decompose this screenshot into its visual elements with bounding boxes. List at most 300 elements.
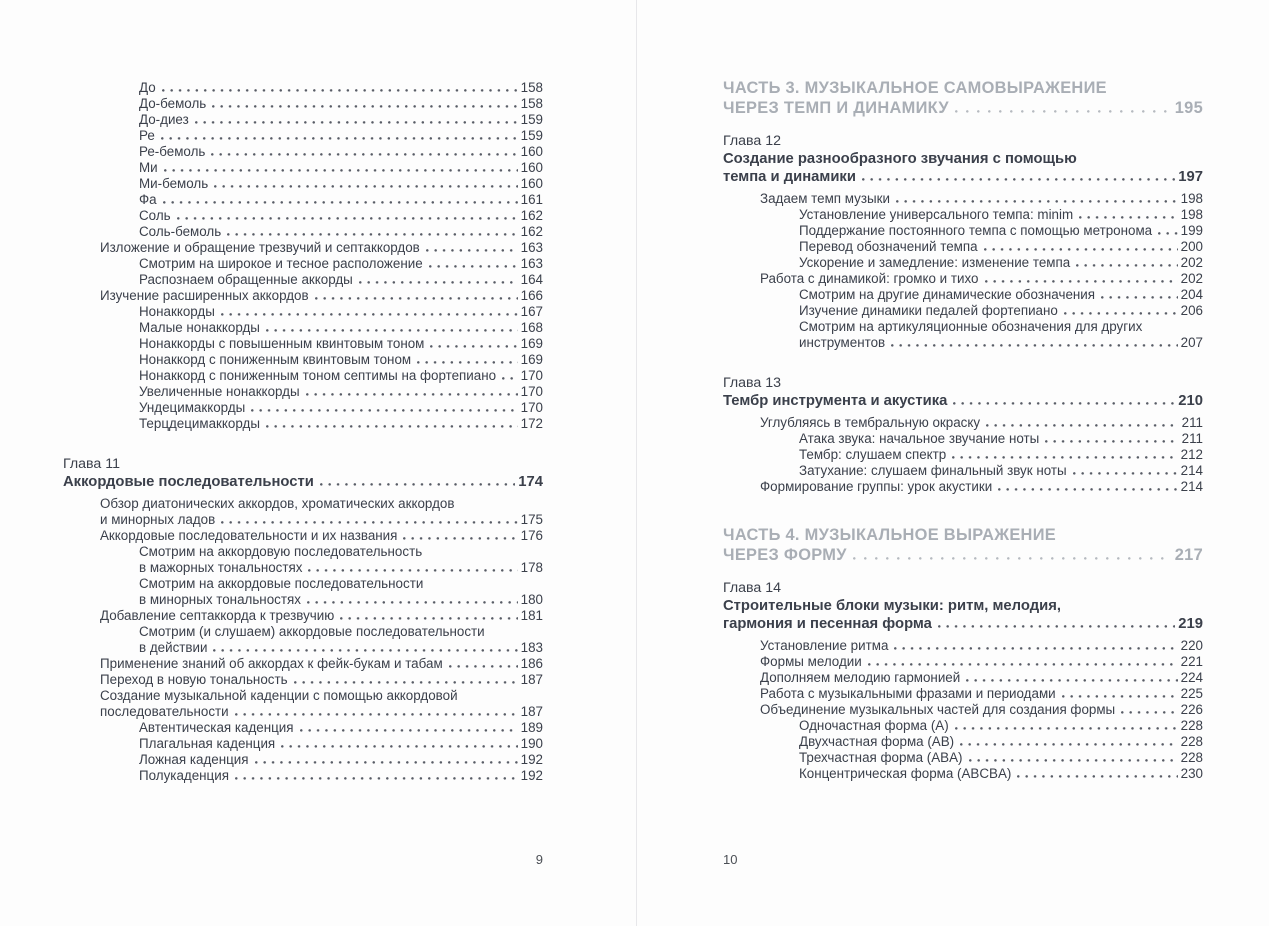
- dot-leader: [251, 409, 517, 412]
- page-number: 214: [1180, 479, 1203, 494]
- dot-leader: [255, 761, 518, 764]
- page-number: 198: [1180, 207, 1203, 222]
- dot-leader: [266, 329, 518, 332]
- dot-leader: [1064, 312, 1178, 315]
- page-number: 211: [1181, 415, 1203, 430]
- entry-text: и минорных ладов: [100, 512, 216, 527]
- page-number: 181: [520, 608, 543, 623]
- dot-leader: [359, 281, 518, 284]
- toc-entry-line: [63, 624, 543, 640]
- dot-leader: [320, 483, 515, 486]
- dot-leader: [868, 663, 1178, 666]
- page-number-folio-left: 9: [535, 852, 543, 867]
- dot-leader: [1079, 216, 1178, 219]
- page-number: 214: [1180, 463, 1203, 478]
- entry-text: Объединение музыкальных частей для создания формы: [760, 702, 1116, 717]
- dot-leader: [214, 185, 517, 188]
- toc-page-left: [63, 80, 543, 784]
- page-number: 200: [1180, 239, 1203, 254]
- entry-text: Концентрическая форма (ABCBA): [799, 766, 1012, 781]
- dot-leader: [960, 743, 1178, 746]
- entry-text: темпа и динамики: [723, 169, 856, 185]
- chapter-entries: [723, 415, 1203, 495]
- entry-text: Создание музыкальной каденции с помощью аккордовой: [100, 688, 458, 703]
- entry-text: Применение знаний об аккордах к фейк-букам и табам: [100, 656, 443, 671]
- toc-entry-line: [723, 686, 1203, 702]
- entry-text: Ундецимаккорды: [139, 400, 246, 415]
- entry-text: Аккордовые последовательности: [63, 474, 314, 490]
- entry-text: ЧАСТЬ 4. МУЗЫКАЛЬНОЕ ВЫРАЖЕНИЕ: [723, 526, 1057, 544]
- toc-entry-line: [63, 352, 543, 368]
- chapter-block: [63, 456, 543, 784]
- chapter-label: [723, 580, 1203, 597]
- entry-text: Затухание: слушаем финальный звук ноты: [799, 463, 1067, 478]
- toc-entry-line: [63, 224, 543, 240]
- chapter-block: [723, 375, 1203, 495]
- dot-leader: [502, 377, 518, 380]
- entry-text: в мажорных тональностях: [139, 560, 303, 575]
- chapter-entries: [723, 638, 1203, 782]
- page-number: 228: [1180, 750, 1203, 765]
- entry-text: инструментов: [799, 335, 886, 350]
- entry-text: Ми-бемоль: [139, 176, 209, 191]
- entry-text: Обзор диатонических аккордов, хроматических аккордов: [100, 496, 455, 511]
- dot-leader: [417, 361, 518, 364]
- toc-entry-line: [63, 400, 543, 416]
- toc-entry-line: [63, 416, 543, 432]
- toc-entry-line: [723, 654, 1203, 670]
- toc-entry-line: [63, 768, 543, 784]
- dot-leader: [1158, 232, 1178, 235]
- page-number: 166: [520, 288, 543, 303]
- toc-entry-line: [63, 128, 543, 144]
- page-number: 187: [520, 672, 543, 687]
- toc-entry-line: [63, 256, 543, 272]
- entry-text: Терцдецимаккорды: [139, 416, 260, 431]
- dot-leader: [998, 488, 1177, 491]
- part-heading-line: [723, 78, 1203, 98]
- entry-text: Переход в новую тональность: [100, 672, 288, 687]
- entry-text: Нонаккорды с повышенным квинтовым тоном: [139, 336, 425, 351]
- toc-entry-line: [63, 704, 543, 720]
- page-number: 217: [1174, 546, 1203, 564]
- chapter-title-line: [723, 150, 1203, 168]
- dot-leader: [1076, 264, 1177, 267]
- toc-entry-line: [723, 271, 1203, 287]
- dot-leader: [177, 217, 518, 220]
- entry-text: Смотрим на широкое и тесное расположение: [139, 256, 423, 271]
- dot-leader: [315, 297, 518, 300]
- part-heading: [723, 525, 1203, 565]
- entry-text: Изучение динамики педалей фортепиано: [799, 303, 1058, 318]
- dot-leader: [955, 727, 1178, 730]
- toc-entry-line: [63, 336, 543, 352]
- chapter-block: [723, 580, 1203, 782]
- toc-entry-line: [723, 750, 1203, 766]
- toc-entry-line: [723, 415, 1203, 431]
- page-number: 202: [1180, 255, 1203, 270]
- toc-entry-line: [723, 766, 1203, 782]
- page-number: 198: [1180, 191, 1203, 206]
- page-number: 160: [520, 176, 543, 191]
- entry-text: Глава 11: [63, 456, 120, 472]
- page-number: 162: [520, 224, 543, 239]
- entry-text: Перевод обозначений темпа: [799, 239, 978, 254]
- part-heading: [723, 78, 1203, 118]
- entry-text: ЧАСТЬ 3. МУЗЫКАЛЬНОЕ САМОВЫРАЖЕНИЕ: [723, 79, 1107, 97]
- dot-leader: [294, 681, 518, 684]
- entries-block: [63, 80, 543, 432]
- toc-entry-line: [63, 144, 543, 160]
- entry-text: Формы мелодии: [760, 654, 862, 669]
- dot-leader: [227, 233, 517, 236]
- entry-text: последовательности: [100, 704, 229, 719]
- dot-leader: [862, 178, 1175, 181]
- page-number: 160: [520, 144, 543, 159]
- toc-entry-line: [723, 479, 1203, 495]
- entry-text: Плагальная каденция: [139, 736, 276, 751]
- page-number: 167: [520, 304, 543, 319]
- entry-text: До-бемоль: [139, 96, 207, 111]
- dot-leader: [308, 569, 517, 572]
- dot-leader: [429, 265, 518, 268]
- dot-leader: [163, 201, 518, 204]
- dot-leader: [211, 153, 517, 156]
- page-number: 220: [1180, 638, 1203, 653]
- dot-leader: [1121, 711, 1177, 714]
- entry-text: Аккордовые последовательности и их названия: [100, 528, 398, 543]
- dot-leader: [984, 248, 1178, 251]
- dot-leader: [1073, 472, 1178, 475]
- toc-entry-line: [63, 720, 543, 736]
- dot-leader: [340, 617, 517, 620]
- page-number: 204: [1180, 287, 1203, 302]
- page-number: 226: [1180, 702, 1203, 717]
- dot-leader: [235, 713, 518, 716]
- entry-text: Ускорение и замедление: изменение темпа: [799, 255, 1071, 270]
- toc-entry-line: [723, 718, 1203, 734]
- dot-leader: [266, 425, 518, 428]
- page-number: 158: [520, 96, 543, 111]
- entry-text: Фа: [139, 192, 157, 207]
- entry-text: Ре-бемоль: [139, 144, 206, 159]
- dot-leader: [952, 456, 1177, 459]
- toc-entry-line: [63, 368, 543, 384]
- page-number: 221: [1180, 654, 1203, 669]
- entry-text: Смотрим (и слушаем) аккордовые последовательности: [139, 624, 485, 639]
- page-number: 228: [1180, 718, 1203, 733]
- entry-text: Тембр инструмента и акустика: [723, 393, 948, 409]
- entry-text: в минорных тональностях: [139, 592, 301, 607]
- toc-entry-line: [723, 303, 1203, 319]
- dot-leader: [953, 402, 1175, 405]
- chapter-title-line: [723, 168, 1203, 186]
- page-number: 176: [520, 528, 543, 543]
- page-number: 164: [520, 272, 543, 287]
- page-number: 190: [520, 736, 543, 751]
- chapter-label: [723, 133, 1203, 150]
- page-number: 163: [520, 256, 543, 271]
- entry-text: Полукаденция: [139, 768, 229, 783]
- entry-text: Глава 13: [723, 375, 782, 391]
- dot-leader: [986, 424, 1179, 427]
- dot-leader: [955, 110, 1172, 113]
- toc-entry-line: [63, 288, 543, 304]
- entry-text: Атака звука: начальное звучание ноты: [799, 431, 1040, 446]
- entry-text: Двухчастная форма (AB): [799, 734, 955, 749]
- toc-entry-line: [63, 80, 543, 96]
- entry-text: Изложение и обращение трезвучий и септаккордов: [100, 240, 420, 255]
- toc-entry-line: [723, 431, 1203, 447]
- entry-text: Смотрим на другие динамические обозначения: [799, 287, 1096, 302]
- dot-leader: [430, 345, 517, 348]
- dot-leader: [1017, 775, 1177, 778]
- toc-entry-line: [63, 688, 543, 704]
- entry-text: Ре: [139, 128, 155, 143]
- page-number: 170: [520, 368, 543, 383]
- toc-entry-line: [63, 496, 543, 512]
- dot-leader: [985, 280, 1178, 283]
- toc-entry-line: [63, 528, 543, 544]
- toc-entry-line: [63, 384, 543, 400]
- entry-text: ЧЕРЕЗ ФОРМУ: [723, 546, 847, 564]
- chapter-title-line: [723, 392, 1203, 410]
- toc-entry-line: [63, 192, 543, 208]
- entry-text: Смотрим на аккордовые последовательности: [139, 576, 424, 591]
- page-number: 175: [520, 512, 543, 527]
- chapter-entries: [63, 496, 543, 784]
- chapter-label: [723, 375, 1203, 392]
- chapter-title-line: [63, 473, 543, 491]
- dot-leader: [300, 729, 518, 732]
- entry-text: Установление ритма: [760, 638, 889, 653]
- entry-text: в действии: [139, 640, 208, 655]
- dot-leader: [221, 313, 518, 316]
- toc-entry-line: [63, 640, 543, 656]
- page-divider: [636, 0, 637, 926]
- page-number: 207: [1180, 335, 1203, 350]
- page-number: 170: [520, 384, 543, 399]
- entry-text: Тембр: слушаем спектр: [799, 447, 947, 462]
- entry-text: гармония и песенная форма: [723, 616, 932, 632]
- page-number-folio-right: 10: [723, 852, 738, 867]
- toc-entry-line: [723, 207, 1203, 223]
- toc-entry-line: [723, 463, 1203, 479]
- toc-entry-line: [63, 672, 543, 688]
- page-number: 178: [520, 560, 543, 575]
- dot-leader: [894, 647, 1177, 650]
- toc-entry-line: [63, 752, 543, 768]
- page-number: 210: [1178, 393, 1203, 409]
- part-heading-line: [723, 545, 1203, 565]
- entry-text: Работа с музыкальными фразами и периодами: [760, 686, 1056, 701]
- page-number: 169: [520, 336, 543, 351]
- entry-text: Одночастная форма (A): [799, 718, 949, 733]
- toc-entry-line: [723, 319, 1203, 335]
- part-heading-line: [723, 525, 1203, 545]
- entry-text: Нонаккорд с пониженным тоном септимы на фортепиано: [139, 368, 497, 383]
- page-number: 212: [1180, 447, 1203, 462]
- dot-leader: [306, 393, 518, 396]
- entry-text: Глава 12: [723, 133, 782, 149]
- toc-entry-line: [723, 287, 1203, 303]
- entry-text: Дополняем мелодию гармонией: [760, 670, 961, 685]
- dot-leader: [426, 249, 518, 252]
- entry-text: Нонаккорды: [139, 304, 215, 319]
- toc-entry-line: [63, 240, 543, 256]
- page-number: 172: [520, 416, 543, 431]
- dot-leader: [403, 537, 517, 540]
- entry-text: До-диез: [139, 112, 189, 127]
- toc-entry-line: [723, 191, 1203, 207]
- page-number: 162: [520, 208, 543, 223]
- dot-leader: [449, 665, 518, 668]
- toc-entry-line: [723, 702, 1203, 718]
- toc-entry-line: [63, 320, 543, 336]
- page-number: 168: [520, 320, 543, 335]
- entry-text: До: [139, 80, 156, 95]
- chapter-entries: [723, 191, 1203, 351]
- page-number: 230: [1180, 766, 1203, 781]
- entry-text: Задаем темп музыки: [760, 191, 890, 206]
- dot-leader: [853, 557, 1172, 560]
- entry-text: ЧЕРЕЗ ТЕМП И ДИНАМИКУ: [723, 99, 949, 117]
- toc-page-right: [723, 78, 1203, 782]
- toc-entry-line: [63, 208, 543, 224]
- entry-text: Смотрим на аккордовую последовательность: [139, 544, 423, 559]
- dot-leader: [891, 344, 1178, 347]
- toc-entry-line: [63, 160, 543, 176]
- entry-text: Соль: [139, 208, 171, 223]
- toc-entry-line: [723, 239, 1203, 255]
- dot-leader: [896, 200, 1178, 203]
- entry-text: Нонаккорд с пониженным квинтовым тоном: [139, 352, 412, 367]
- entry-text: Работа с динамикой: громко и тихо: [760, 271, 979, 286]
- dot-leader: [281, 745, 517, 748]
- toc-entry-line: [63, 96, 543, 112]
- dot-leader: [1045, 440, 1178, 443]
- toc-entry-line: [723, 223, 1203, 239]
- dot-leader: [966, 679, 1177, 682]
- dot-leader: [212, 105, 517, 108]
- page-number: 187: [520, 704, 543, 719]
- page-number: 174: [518, 474, 543, 490]
- chapter-label: [63, 456, 543, 473]
- page-number: 160: [520, 160, 543, 175]
- dot-leader: [162, 89, 518, 92]
- entry-text: Малые нонаккорды: [139, 320, 260, 335]
- toc-entry-line: [63, 656, 543, 672]
- dot-leader: [213, 649, 517, 652]
- toc-entry-line: [723, 734, 1203, 750]
- entry-text: Автентическая каденция: [139, 720, 294, 735]
- page-number: 186: [520, 656, 543, 671]
- dot-leader: [164, 169, 518, 172]
- page-number: 225: [1180, 686, 1203, 701]
- page-number: 189: [520, 720, 543, 735]
- page-number: 163: [520, 240, 543, 255]
- chapter-title-line: [723, 597, 1203, 615]
- entry-text: Глава 14: [723, 580, 782, 596]
- toc-entry-line: [63, 560, 543, 576]
- dot-leader: [1062, 695, 1178, 698]
- page-number: 202: [1180, 271, 1203, 286]
- dot-leader: [307, 601, 518, 604]
- dot-leader: [161, 137, 518, 140]
- toc-entry-line: [63, 544, 543, 560]
- toc-entry-line: [63, 512, 543, 528]
- toc-entry-line: [63, 112, 543, 128]
- page-number: 170: [520, 400, 543, 415]
- dot-leader: [195, 121, 518, 124]
- page-number: 224: [1180, 670, 1203, 685]
- entry-text: Поддержание постоянного темпа с помощью метронома: [799, 223, 1153, 238]
- entry-text: Соль-бемоль: [139, 224, 222, 239]
- page-number: 228: [1180, 734, 1203, 749]
- entry-text: Увеличенные нонаккорды: [139, 384, 300, 399]
- entry-text: Трехчастная форма (ABA): [799, 750, 963, 765]
- page-number: 199: [1180, 223, 1203, 238]
- dot-leader: [938, 625, 1175, 628]
- dot-leader: [235, 777, 518, 780]
- page-number: 192: [520, 768, 543, 783]
- toc-entry-line: [63, 592, 543, 608]
- entry-text: Смотрим на артикуляционные обозначения для других: [799, 319, 1143, 334]
- page-number: 159: [520, 128, 543, 143]
- dot-leader: [221, 521, 517, 524]
- entry-text: Ложная каденция: [139, 752, 249, 767]
- entry-text: Установление универсального темпа: minim: [799, 207, 1074, 222]
- chapter-block: [723, 133, 1203, 351]
- page-number: 159: [520, 112, 543, 127]
- entry-text: Строительные блоки музыки: ритм, мелодия,: [723, 598, 1061, 614]
- chapter-title-line: [723, 615, 1203, 633]
- toc-entry-line: [63, 736, 543, 752]
- toc-entry-line: [723, 638, 1203, 654]
- toc-entry-line: [63, 176, 543, 192]
- page-number: 183: [520, 640, 543, 655]
- dot-leader: [1101, 296, 1178, 299]
- page-number: 197: [1178, 169, 1203, 185]
- toc-entry-line: [63, 576, 543, 592]
- toc-entry-line: [723, 447, 1203, 463]
- toc-entry-line: [723, 670, 1203, 686]
- toc-entry-line: [723, 335, 1203, 351]
- toc-entry-line: [723, 255, 1203, 271]
- entry-text: Ми: [139, 160, 158, 175]
- page-number: 158: [520, 80, 543, 95]
- page-number: 180: [520, 592, 543, 607]
- entry-text: Формирование группы: урок акустики: [760, 479, 993, 494]
- page-number: 195: [1174, 99, 1203, 117]
- page-number: 211: [1181, 431, 1203, 446]
- page-number: 161: [520, 192, 543, 207]
- page-number: 206: [1180, 303, 1203, 318]
- entry-text: Распознаем обращенные аккорды: [139, 272, 353, 287]
- dot-leader: [969, 759, 1178, 762]
- toc-entry-line: [63, 272, 543, 288]
- entry-text: Углубляясь в тембральную окраску: [760, 415, 981, 430]
- entry-text: Создание разнообразного звучания с помощью: [723, 151, 1077, 167]
- toc-entry-line: [63, 304, 543, 320]
- toc-entry-line: [63, 608, 543, 624]
- page-number: 219: [1178, 616, 1203, 632]
- entry-text: Добавление септаккорда к трезвучию: [100, 608, 335, 623]
- part-heading-line: [723, 98, 1203, 118]
- page-number: 169: [520, 352, 543, 367]
- entry-text: Изучение расширенных аккордов: [100, 288, 309, 303]
- page-number: 192: [520, 752, 543, 767]
